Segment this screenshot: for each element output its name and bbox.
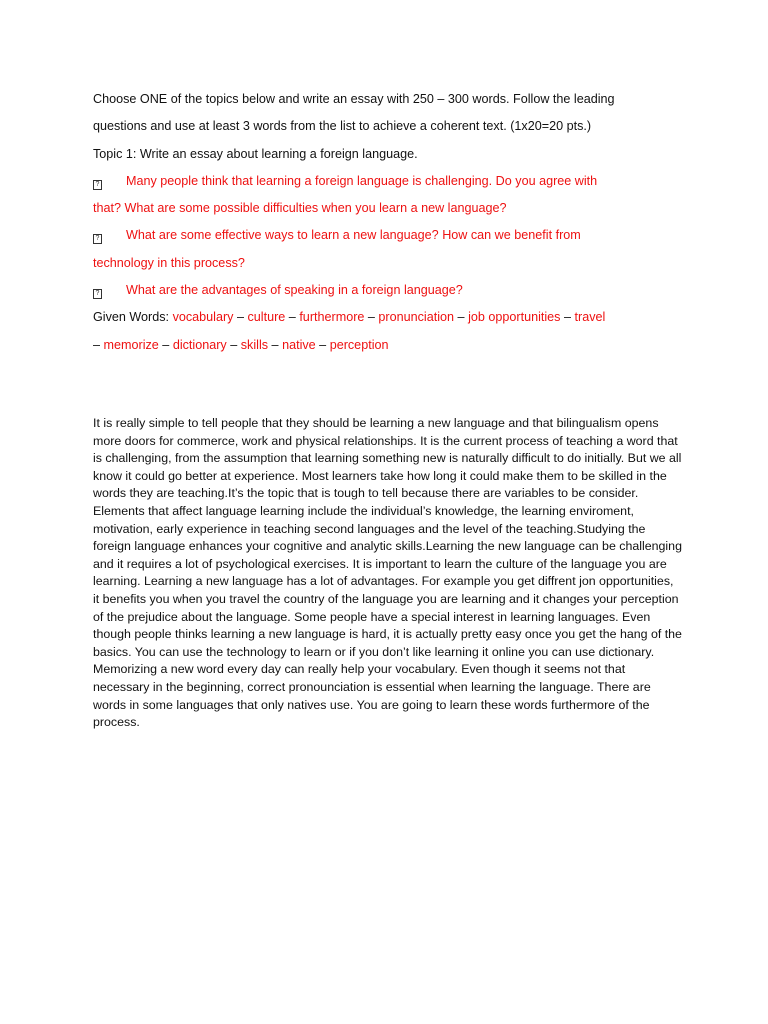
bullet-glyph-icon: ? [93,289,102,299]
word-separator: – [158,337,173,352]
bullet-1-continuation: that? What are some possible difficulties when you learn a new language? [93,201,507,216]
instructions-block [93,86,693,359]
instruction-line-2: questions and use at least 3 words from the list to achieve a coherent text. (1x20=20 pts.) [93,119,592,134]
bullet-2-text: What are some effective ways to learn a new language? How can we benefit from [126,228,581,243]
bullet-glyph-icon: ? [93,234,102,244]
word-separator: – [560,310,575,325]
given-words-line-1 [93,304,693,331]
bullet-3-text: What are the advantages of speaking in a foreign language? [126,283,463,298]
word-furthermore: furthermore [299,310,365,325]
word-separator: – [454,310,469,325]
bullet-2 [93,222,693,249]
word-separator: – [315,337,330,352]
bullet-2-continuation: technology in this process? [93,255,245,270]
bullet-glyph-icon: ? [93,180,102,190]
word-vocabulary: vocabulary [172,310,234,325]
instruction-line-1: Choose ONE of the topics below and write an essay with 250 – 300 words. Follow the leading [93,92,615,106]
given-words-line-2 [93,332,693,359]
word-separator: – [233,310,248,325]
word-pronunciation: pronunciation [378,310,455,325]
word-dictionary: dictionary [172,337,227,352]
essay-body: It is really simple to tell people that they should be learning a new language and that bilingualism opens more doors for commerce, work and physical relationships. It is the current process of teaching a word that is challenging, from the assumption that learning something new is naturally difficult to do initially. But we all know it could go better at experience. Most learners take how long it could make them to be skilled in the words they are teaching.It’s the topic that is tough to tell because there are variables to be consider. Elements that affect language learning include the individual’s knowledge, the learning enviroment, motivation, early experience in teaching second languages and the level of the teaching.Studying the foreign language enhances your cognitive and analytic skills.Learning the new language can be challenging and it requires a lot of psychological exercises. It is important to learn the culture of the language you are learning. Learning a new language has a lot of advantages. For example you get diffrent jon opportunities, it benefits you when you travel the country of the language you are learning and it changes your perception of the prejudice about the language. Some people have a special interest in learning languages. Even though people thinks learning a new language is hard, it is actually pretty easy once you get the hang of the basics. You can use the technology to learn or if you don’t like learning it online you can use dictionary. Memorizing a new word every day can really help your vocabulary. Even though it seems not that necessary in the beginning, correct pronounciation is essential when learning the language. There are words in some languages that only natives use. You are going to learn these words furthermore of the process. [93,416,682,730]
word-separator: – [285,310,300,325]
word-memorize: memorize [103,337,159,352]
word-separator: – [268,337,283,352]
bullet-3 [93,277,693,304]
word-separator: – [226,337,241,352]
word-separator: – [93,337,104,352]
given-words-label: Given Words: [93,310,173,325]
word-perception: perception [329,337,389,352]
bullet-1-text: Many people think that learning a foreign language is challenging. Do you agree with [126,173,598,188]
word-culture: culture [247,310,286,325]
word-skills: skills [240,337,269,352]
word-native: native [282,337,316,352]
word-separator: – [364,310,379,325]
word-job-opportunities: job opportunities [468,310,561,325]
topic-heading: Topic 1: Write an essay about learning a foreign language. [93,146,418,161]
bullet-1 [93,168,693,195]
word-travel: travel [574,310,606,325]
